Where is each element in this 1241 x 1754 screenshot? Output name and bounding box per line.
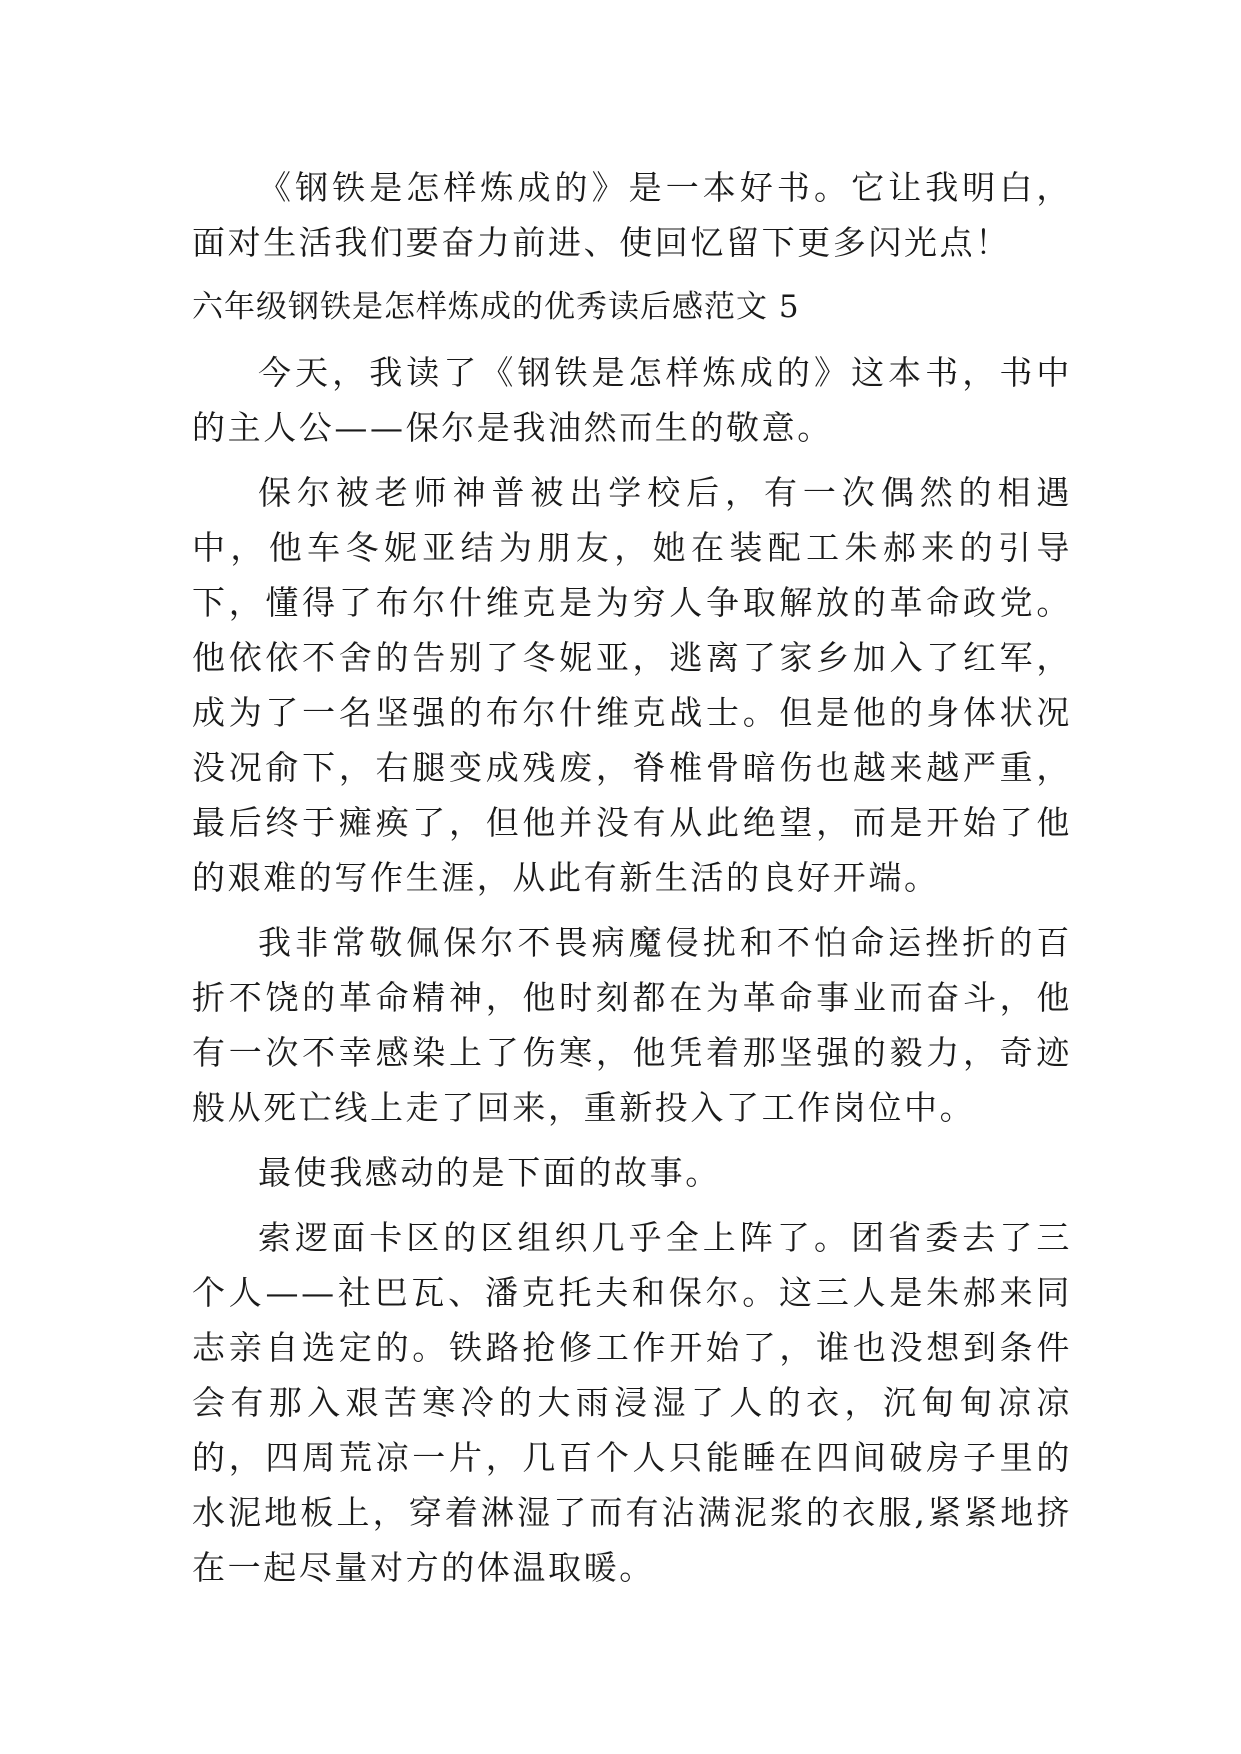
body-paragraph-4: 最使我感动的是下面的故事。	[258, 1153, 721, 1192]
body-paragraph-2: 保尔被老师神普被出学校后，有一次偶然的相遇中，他车冬妮亚结为朋友，她在装配工朱郝来的引导下，懂得了布尔什维克是为穷人争取解放的革命政党。他依依不舍的告别了冬妮亚，逃离了家乡加入了红军，成为了一名坚强的布尔什维克战士。但是他的身体状况没况俞下，右腿变成残废，脊椎骨暗伤也越来越严重，最后终于瘫痪了，但他并没有从此绝望，而是开始了他的艰难的写作生涯，从此有新生活的良好开端。	[192, 473, 1072, 897]
body-paragraph-1: 今天，我读了《钢铁是怎样炼成的》这本书，书中的主人公——保尔是我油然而生的敬意。	[192, 353, 1072, 447]
document-body	[192, 160, 1072, 1605]
section-heading: 六年级钢铁是怎样炼成的优秀读后感范文 5	[192, 289, 800, 325]
body-paragraph-5: 索逻面卡区的区组织几乎全上阵了。团省委去了三个人——社巴瓦、潘克托夫和保尔。这三人是朱郝来同志亲自选定的。铁路抢修工作开始了，谁也没想到条件会有那入艰苦寒冷的大雨浸湿了人的衣，沉甸甸凉凉的，四周荒凉一片，几百个人只能睡在四间破房子里的水泥地板上，穿着淋湿了而有沾满泥浆的衣服,紧紧地挤在一起尽量对方的体温取暖。	[192, 1218, 1072, 1587]
intro-paragraph: 《钢铁是怎样炼成的》是一本好书。它让我明白，面对生活我们要奋力前进、使回忆留下更多闪光点！	[192, 168, 1072, 262]
body-paragraph-3: 我非常敬佩保尔不畏病魔侵扰和不怕命运挫折的百折不饶的革命精神，他时刻都在为革命事业而奋斗，他有一次不幸感染上了伤寒，他凭着那坚强的毅力，奇迹般从死亡线上走了回来，重新投入了工作岗位中。	[192, 923, 1072, 1127]
